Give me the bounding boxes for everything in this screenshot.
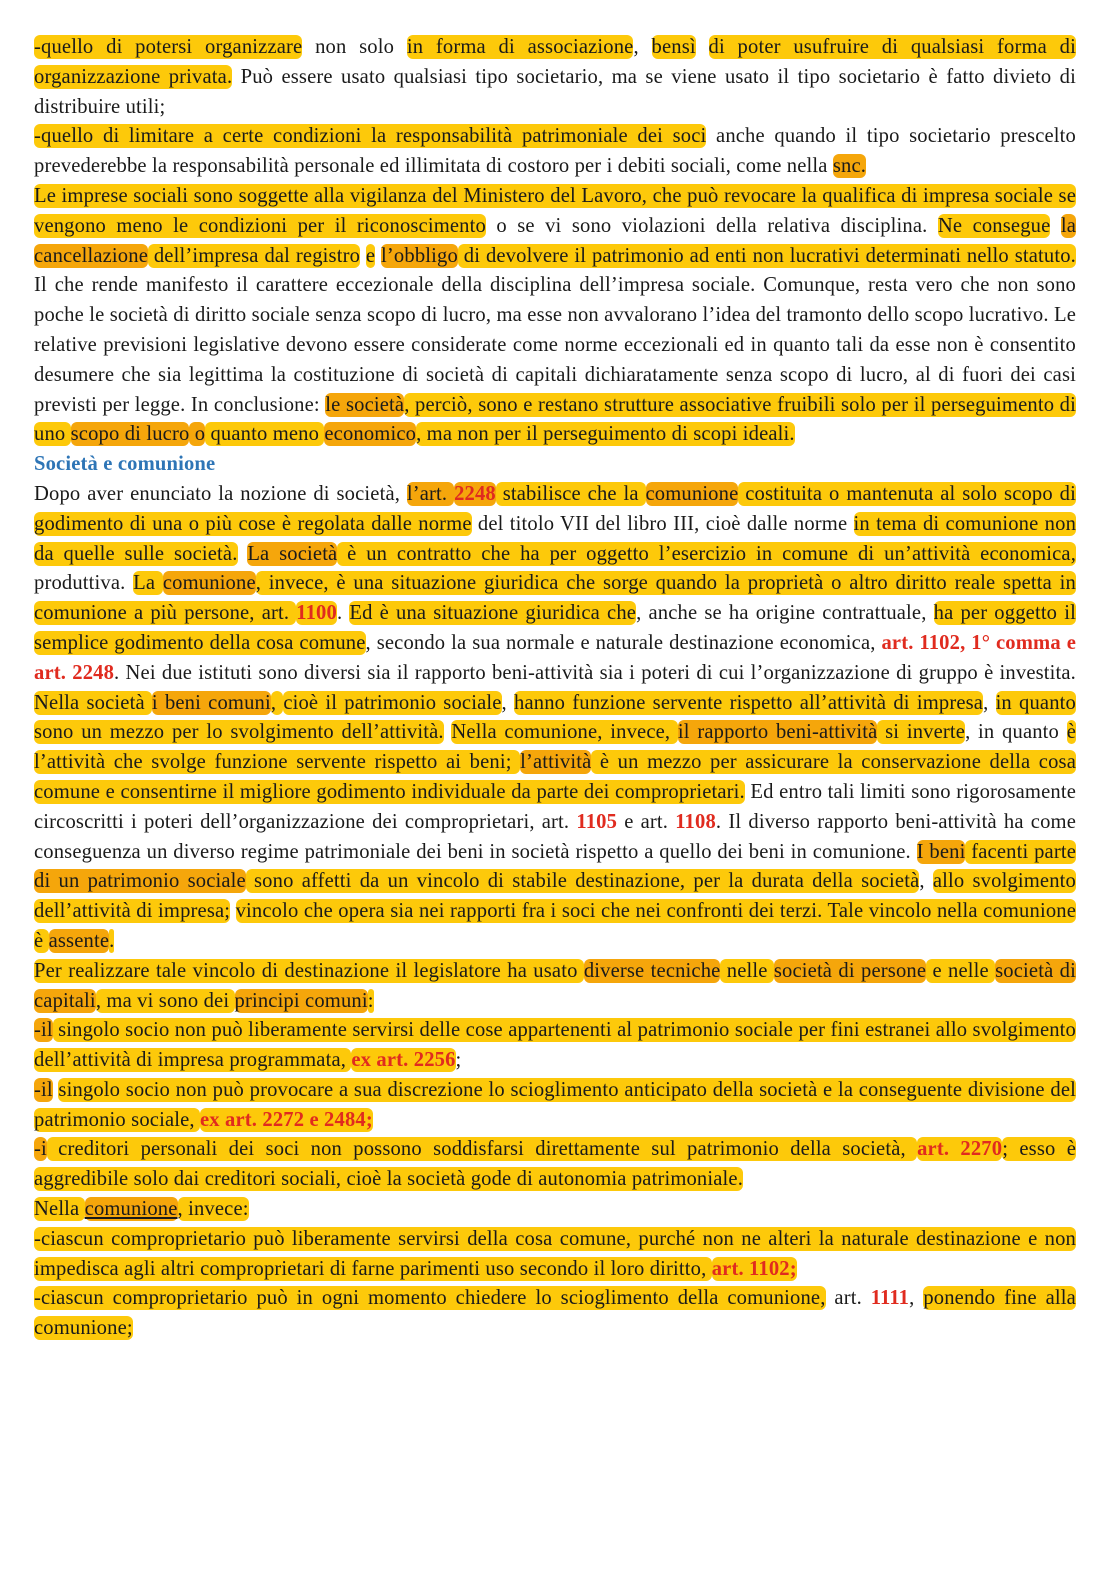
highlighted-text: allo svolgimento dell’attività di impresa; (34, 870, 1076, 923)
text-run: , (909, 1287, 924, 1310)
article-reference: art. 1102; (711, 1257, 797, 1280)
paragraph (34, 1225, 1076, 1285)
text-run (696, 36, 709, 58)
highlighted-text: , invece: (177, 1198, 249, 1221)
text-run (360, 245, 366, 267)
paragraph (34, 1016, 1076, 1076)
paragraph (34, 1195, 1076, 1225)
highlighted-text: singolo socio non può liberamente servirsi delle cose appartenenti al patrimonio sociale per fini estranei allo svolgimento dell’attività di impresa programmata, (34, 1019, 1076, 1072)
highlighted-text: e (365, 244, 376, 267)
highlighted-text: Ne consegue (937, 214, 1051, 237)
highlighted-text: il rapporto beni-attività (677, 721, 878, 744)
highlighted-text: , perciò, sono e restano strutture associative fruibili solo per il perseguimento di uno (34, 393, 1076, 446)
highlighted-text: si inverte (877, 721, 966, 744)
highlighted-text: società di capitali (34, 959, 1076, 1012)
highlighted-text: hanno funzione servente rispetto all’attività di impresa (514, 691, 984, 714)
highlighted-text: , invece, è una situazione giuridica che sorge quando la proprietà o altro diritto reale spetta in comunione a più persone, art. (34, 572, 1076, 625)
highlighted-text: . (109, 929, 115, 952)
text-run: Dopo aver enunciato la nozione di società, (34, 482, 407, 505)
highlighted-text: bensì (651, 36, 696, 58)
highlighted-text: -il (34, 1078, 53, 1101)
text-run: ; (455, 1049, 462, 1072)
highlighted-text: l’attività (520, 751, 592, 774)
highlighted-text: costituita o mantenuta al solo scopo di godimento di una o più cose è regolata dalle norme (34, 482, 1076, 535)
text-run: . (336, 602, 350, 625)
highlighted-text: , (270, 691, 284, 714)
highlighted-text: dell’impresa dal registro (148, 244, 361, 267)
highlighted-text: ; esso è aggredibile solo dai creditori sociali, cioè la società gode di autonomia patrimoniale. (34, 1138, 1077, 1191)
highlighted-text: I beni (916, 840, 966, 863)
highlighted-text: vincolo che opera sia nei rapporti fra i soci che nei confronti dei terzi. Tale vincolo nella comunione è (34, 900, 1077, 952)
highlighted-text: comunione (645, 482, 739, 505)
article-reference: 1111 (870, 1287, 910, 1310)
highlighted-text: è un contratto che ha per oggetto l’esercizio in comune di un’attività economica, (337, 542, 1076, 565)
highlighted-text: quanto meno (205, 423, 325, 446)
highlighted-text: assente (48, 929, 110, 952)
highlighted-text: la cancellazione (34, 214, 1076, 267)
highlighted-text: diverse tecniche (583, 959, 721, 982)
paragraph (34, 1135, 1076, 1195)
article-reference: ex art. 2272 e 2484; (200, 1108, 373, 1131)
highlighted-text: La (133, 572, 163, 595)
highlighted-text: singolo socio non può provocare a sua discrezione lo scioglimento anticipato della società e la conseguente divisione del patrimonio sociale, (34, 1078, 1076, 1131)
highlighted-text: Nella (34, 1198, 85, 1221)
highlighted-text: società di persone (773, 959, 927, 982)
text-run (238, 543, 248, 565)
paragraph (34, 182, 1076, 450)
highlighted-text: -il (34, 1019, 53, 1042)
highlighted-text: in quanto sono un mezzo per lo svolgimento dell’attività. (34, 691, 1076, 744)
text-run: , in quanto (965, 721, 1067, 744)
paragraph (34, 1284, 1076, 1344)
highlighted-text: scopo di lucro (70, 423, 190, 446)
highlighted-text: -ciascun comproprietario può liberamente servirsi della cosa comune, purché non ne alteri la naturale destinazione e non impedisca agli altri comproprietari di farne parimenti uso secondo il loro diritto, (34, 1227, 1076, 1280)
highlighted-text: creditori personali dei soci non possono soddisfarsi direttamente sul patrimonio della società, (46, 1138, 918, 1161)
highlighted-text: è l’attività che svolge funzione servente rispetto ai beni; (34, 721, 1076, 774)
highlighted-text: Per realizzare tale vincolo di destinazione il legislatore ha usato (34, 959, 584, 982)
text-run: produttiva. (34, 572, 134, 595)
article-reference: 2248 (454, 482, 496, 505)
highlighted-text: o (189, 423, 206, 446)
text-run: Il che rende manifesto il carattere eccezionale della disciplina dell’impresa sociale. Comunque, resta vero che non sono poche le società di diritto sociale senza scopo di lucro, ma esse non avvalorano l’idea del tramonto dello scopo lucrativo. Le relative previsioni legislative devono essere considerate come norme eccezionali ed in quanto tali da esse non è consentito desumere che sia legittima la costituzione di società di capitali dichiaratamente senza scopo di lucro, al di fuori dei casi previsti per legge. In conclusione: (34, 274, 1076, 416)
article-reference: 1105 (576, 810, 618, 833)
highlighted-text: -quello di potersi organizzare (34, 36, 303, 58)
text-run: anche quando il tipo societario prescelto prevederebbe la responsabilità personale ed illimitata di costoro per i debiti sociali, come nella (34, 125, 1076, 178)
highlighted-text: e nelle (926, 959, 996, 982)
highlighted-text: -quello di limitare a certe condizioni la responsabilità patrimoniale dei soci (34, 125, 707, 148)
highlighted-text: l’obbligo (381, 244, 458, 267)
text-run (1050, 215, 1060, 237)
highlighted-text: , ma non per il perseguimento di scopi ideali. (416, 423, 795, 446)
highlighted-text: Ed è una situazione giuridica che (349, 602, 637, 625)
highlighted-text: comunione (84, 1198, 178, 1221)
paragraph (34, 480, 1076, 957)
highlighted-text: di un patrimonio sociale (34, 870, 246, 893)
text-run: , (919, 870, 933, 893)
text-run: , (633, 36, 652, 58)
paragraph (34, 33, 1076, 122)
text-run: e art. (617, 810, 676, 833)
highlighted-text: Le imprese sociali sono soggette alla vigilanza del Ministero del Lavoro, che può revocare la qualifica di impresa sociale se vengono meno le condizioni per il riconoscimento (34, 184, 1076, 237)
highlighted-text: economico (324, 423, 417, 446)
article-reference: art. 2270 (917, 1138, 1003, 1161)
highlighted-text: di devolvere il patrimonio ad enti non lucrativi determinati nello statuto. (457, 244, 1076, 267)
highlighted-text: Nella comunione, invece, (451, 721, 678, 744)
text-run: . Il diverso rapporto beni-attività ha come conseguenza un diverso regime patrimoniale dei beni in società rispetto a quello dei beni in comunione. (34, 810, 1076, 863)
highlighted-text: comunione (162, 572, 256, 595)
highlighted-text: l’art. (406, 482, 455, 505)
highlighted-text: -i (34, 1138, 47, 1161)
highlighted-text: in forma di associazione (406, 36, 634, 58)
highlighted-text: -ciascun comproprietario può in ogni momento chiedere lo scioglimento della comunione, (34, 1287, 826, 1310)
text-run: non solo (302, 36, 407, 58)
highlighted-text: le società (325, 393, 405, 416)
paragraph (34, 1076, 1076, 1136)
highlighted-text: facenti parte (965, 840, 1076, 863)
text-run: , secondo la sua normale e naturale destinazione economica, (365, 631, 882, 654)
text-run: Può essere usato qualsiasi tipo societario, ma se viene usato il tipo societario è fatto divieto di distribuire utili; (34, 65, 1076, 118)
article-reference: 1100 (296, 602, 337, 625)
highlighted-text: ha per oggetto il semplice godimento della cosa comune (34, 602, 1076, 654)
paragraph (34, 957, 1076, 1017)
highlighted-text: cioè il patrimonio sociale (283, 691, 502, 714)
text-run: . Nei due istituti sono diversi sia il rapporto beni-attività sia i poteri di cui l’organizzazione di gruppo è investita. (114, 661, 1076, 684)
text-run (230, 900, 235, 922)
highlighted-text: i beni comuni (151, 691, 271, 714)
highlighted-text: di poter usufruire di qualsiasi forma di organizzazione privata. (34, 36, 1076, 88)
highlighted-text: ponendo fine alla comunione; (34, 1287, 1076, 1340)
article-reference: ex art. 2256 (351, 1049, 456, 1072)
text-run: art. (825, 1287, 871, 1310)
paragraph (34, 122, 1076, 182)
text-run: del titolo VII del libro III, cioè dalle norme (471, 512, 854, 535)
highlighted-text: La società (247, 542, 338, 565)
highlighted-text: in tema di comunione non da quelle sulle società. (34, 512, 1077, 565)
highlighted-text: , ma vi sono dei (95, 989, 235, 1012)
highlighted-text: snc. (832, 155, 867, 178)
article-reference: art. 1102, 1° comma e art. 2248 (34, 631, 1077, 684)
highlighted-text: principi comuni (234, 989, 368, 1012)
highlighted-text: Nella società (34, 691, 152, 714)
text-run: , (983, 691, 996, 714)
text-run: , (501, 691, 515, 714)
text-run: Ed entro tali limiti sono rigorosamente circoscritti i poteri dell’organizzazione dei comproprietari, art. (34, 780, 1076, 833)
article-reference: 1108 (675, 810, 716, 833)
text-run: , anche se ha origine contrattuale, (636, 602, 934, 625)
section-heading: Società e comunione (34, 453, 216, 476)
text-run: o se vi sono violazioni della relativa disciplina. (485, 214, 938, 237)
highlighted-text: sono affetti da un vincolo di stabile destinazione, per la durata della società (245, 870, 920, 893)
highlighted-text: nelle (720, 959, 774, 982)
document-page (34, 33, 1076, 1344)
highlighted-text: è un mezzo per assicurare la conservazione della cosa comune e consentirne il migliore godimento individuale da parte dei comproprietari. (34, 751, 1076, 803)
highlighted-text: stabilisce che la (495, 482, 646, 505)
highlighted-text: : (367, 989, 374, 1012)
